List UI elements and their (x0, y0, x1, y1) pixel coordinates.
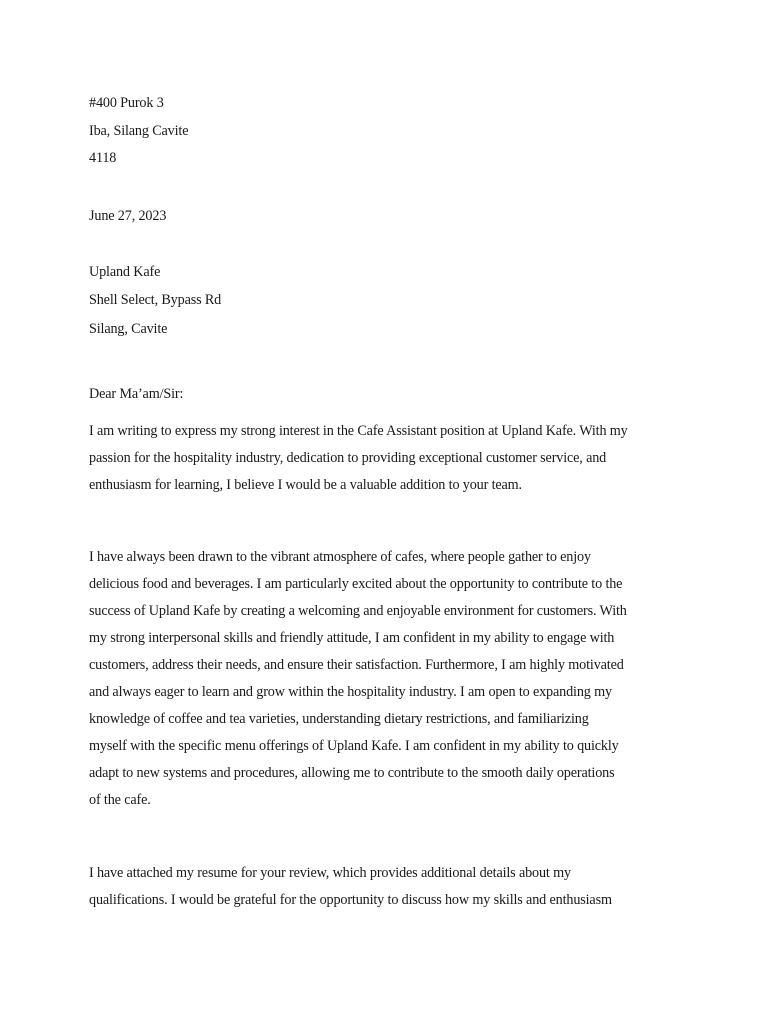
paragraph-2-line: of the cafe. (89, 792, 151, 808)
paragraph-2-line: my strong interpersonal skills and friendly attitude, I am confident in my ability to engage with (89, 630, 615, 646)
paragraph-1-line: passion for the hospitality industry, dedication to providing exceptional customer service, and (89, 450, 607, 466)
paragraph-2-line: knowledge of coffee and tea varieties, understanding dietary restrictions, and familiarizing (89, 711, 589, 727)
paragraph-3-line: I have attached my resume for your review, which provides additional details about my (89, 865, 571, 881)
paragraph-2-line: myself with the specific menu offerings of Upland Kafe. I am confident in my ability to quickly (89, 738, 619, 754)
paragraph-2-line: delicious food and beverages. I am particularly excited about the opportunity to contribute to the (89, 576, 623, 592)
sender-address-line1: #400 Purok 3 (89, 95, 164, 111)
paragraph-2-line: I have always been drawn to the vibrant atmosphere of cafes, where people gather to enjoy (89, 549, 591, 565)
recipient-address-line2: Silang, Cavite (89, 321, 168, 337)
sender-address-line2: Iba, Silang Cavite (89, 123, 189, 139)
paragraph-1-line: I am writing to express my strong interest in the Cafe Assistant position at Upland Kafe. With my (89, 423, 628, 439)
salutation: Dear Ma’am/Sir: (89, 386, 184, 402)
paragraph-1-line: enthusiasm for learning, I believe I would be a valuable addition to your team. (89, 477, 522, 493)
paragraph-3-line: qualifications. I would be grateful for the opportunity to discuss how my skills and enthusiasm (89, 892, 612, 908)
paragraph-2-line: customers, address their needs, and ensure their satisfaction. Furthermore, I am highly motivated (89, 657, 624, 673)
letter-date: June 27, 2023 (89, 208, 167, 224)
paragraph-2-line: and always eager to learn and grow within the hospitality industry. I am open to expanding my (89, 684, 612, 700)
paragraph-2-line: success of Upland Kafe by creating a welcoming and enjoyable environment for customers. With (89, 603, 627, 619)
recipient-name: Upland Kafe (89, 264, 161, 280)
paragraph-2-line: adapt to new systems and procedures, allowing me to contribute to the smooth daily operations (89, 765, 615, 781)
recipient-address-line1: Shell Select, Bypass Rd (89, 292, 222, 308)
sender-postal-code: 4118 (89, 150, 117, 166)
